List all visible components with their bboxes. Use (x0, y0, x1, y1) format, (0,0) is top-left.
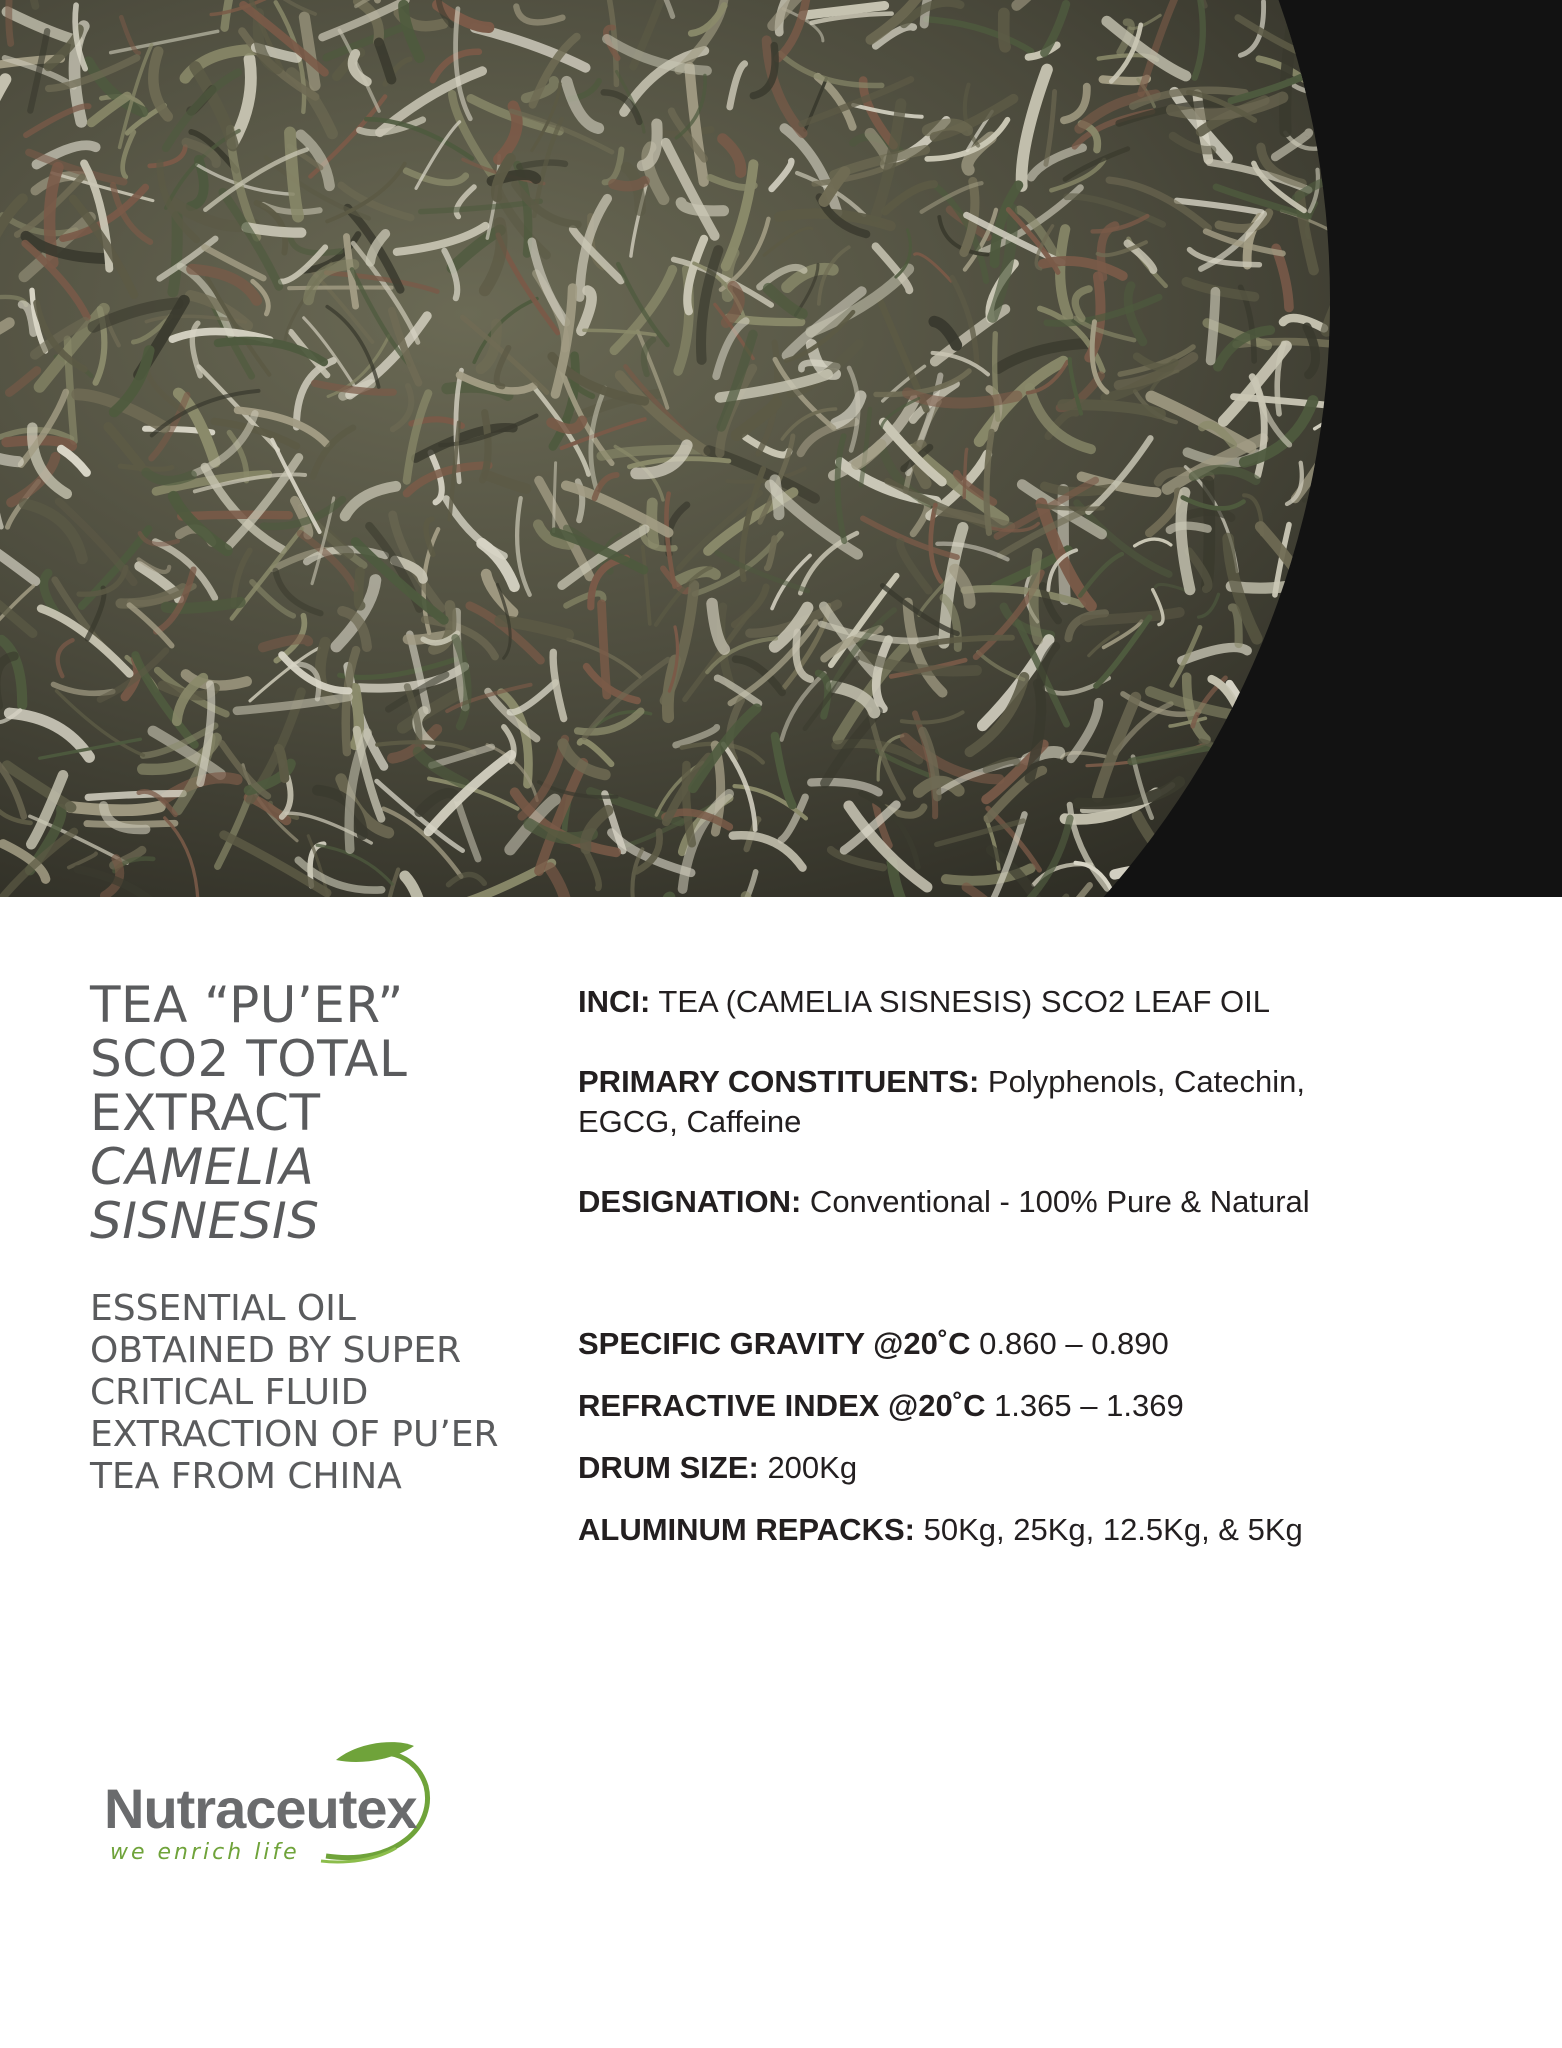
spec-drum-value: 200Kg (758, 1450, 858, 1485)
spec-inci-label: INCI: (578, 984, 651, 1019)
spec-drum-size (578, 1448, 857, 1488)
leaf-strand (1034, 553, 1038, 640)
title-latin-line-1: CAMELIA (90, 1138, 315, 1196)
logo-tagline: we enrich life (110, 1840, 300, 1865)
hero-photo-tea-leaves (0, 0, 1562, 897)
spec-primary-label: PRIMARY CONSTITUENTS: (578, 1064, 980, 1099)
spec-inci-value: TEA (CAMELIA SISNESIS) SCO2 LEAF OIL (650, 984, 1270, 1019)
description-line: OBTAINED BY SUPER (90, 1330, 462, 1371)
leaf-strand (1004, 14, 1005, 47)
title-line-3: EXTRACT (90, 1084, 321, 1142)
spec-refractive-index (578, 1386, 1184, 1426)
spec-drum-label: DRUM SIZE: (578, 1450, 759, 1485)
leaf-strand (775, 480, 779, 515)
spec-repacks-label: ALUMINUM REPACKS: (578, 1512, 915, 1547)
spec-refractive-label: REFRACTIVE INDEX @20˚C (578, 1388, 986, 1423)
leaf-strand (519, 163, 565, 167)
title-line-2: SCO2 TOTAL (90, 1030, 408, 1088)
spec-primary-constituents-cont (578, 1102, 801, 1142)
leaf-strand (88, 794, 183, 798)
description-line: CRITICAL FLUID (90, 1372, 369, 1413)
leaf-strand (289, 287, 391, 288)
nutraceutex-logo (96, 1736, 456, 1876)
spec-refractive-value: 1.365 – 1.369 (985, 1388, 1184, 1423)
spec-designation-label: DESIGNATION: (578, 1184, 802, 1219)
logo-wordmark: Nutraceutex (104, 1777, 417, 1840)
title-latin-line-2: SISNESIS (90, 1192, 320, 1250)
spec-primary-value-2: EGCG, Caffeine (578, 1104, 802, 1139)
title-line-1: TEA “PU’ER” (90, 976, 404, 1034)
leaf-strand (181, 515, 288, 517)
spec-aluminum-repacks (578, 1510, 1303, 1550)
spec-gravity-label: SPECIFIC GRAVITY @20˚C (578, 1326, 971, 1361)
leaf-strand (70, 806, 160, 810)
leaf-strand (87, 823, 175, 824)
leaf-strand (602, 604, 607, 695)
leaf-strand (1211, 292, 1216, 361)
description-line: TEA FROM CHINA (90, 1456, 402, 1497)
spec-primary-value: Polyphenols, Catechin, (979, 1064, 1305, 1099)
leaf-strand (247, 227, 302, 232)
spec-gravity-value: 0.860 – 0.890 (970, 1326, 1169, 1361)
spec-specific-gravity (578, 1324, 1169, 1364)
tea-cake-illustration (0, 0, 1562, 897)
description-line: EXTRACTION OF PU’ER (90, 1414, 499, 1455)
description-line: ESSENTIAL OIL (90, 1288, 356, 1329)
leaf-strand (928, 124, 968, 130)
spec-primary-constituents (578, 1062, 1305, 1102)
leaf-strand (1170, 526, 1208, 530)
leaf-strand (173, 217, 177, 292)
leaf-strand (613, 181, 644, 186)
spec-repacks-value: 50Kg, 25Kg, 12.5Kg, & 5Kg (914, 1512, 1303, 1547)
spec-designation-value: Conventional - 100% Pure & Natural (801, 1184, 1310, 1219)
leaf-strand (359, 572, 361, 606)
spec-inci (578, 982, 1270, 1022)
product-title (90, 978, 530, 1248)
spec-designation (578, 1182, 1310, 1222)
product-description (90, 1288, 530, 1498)
